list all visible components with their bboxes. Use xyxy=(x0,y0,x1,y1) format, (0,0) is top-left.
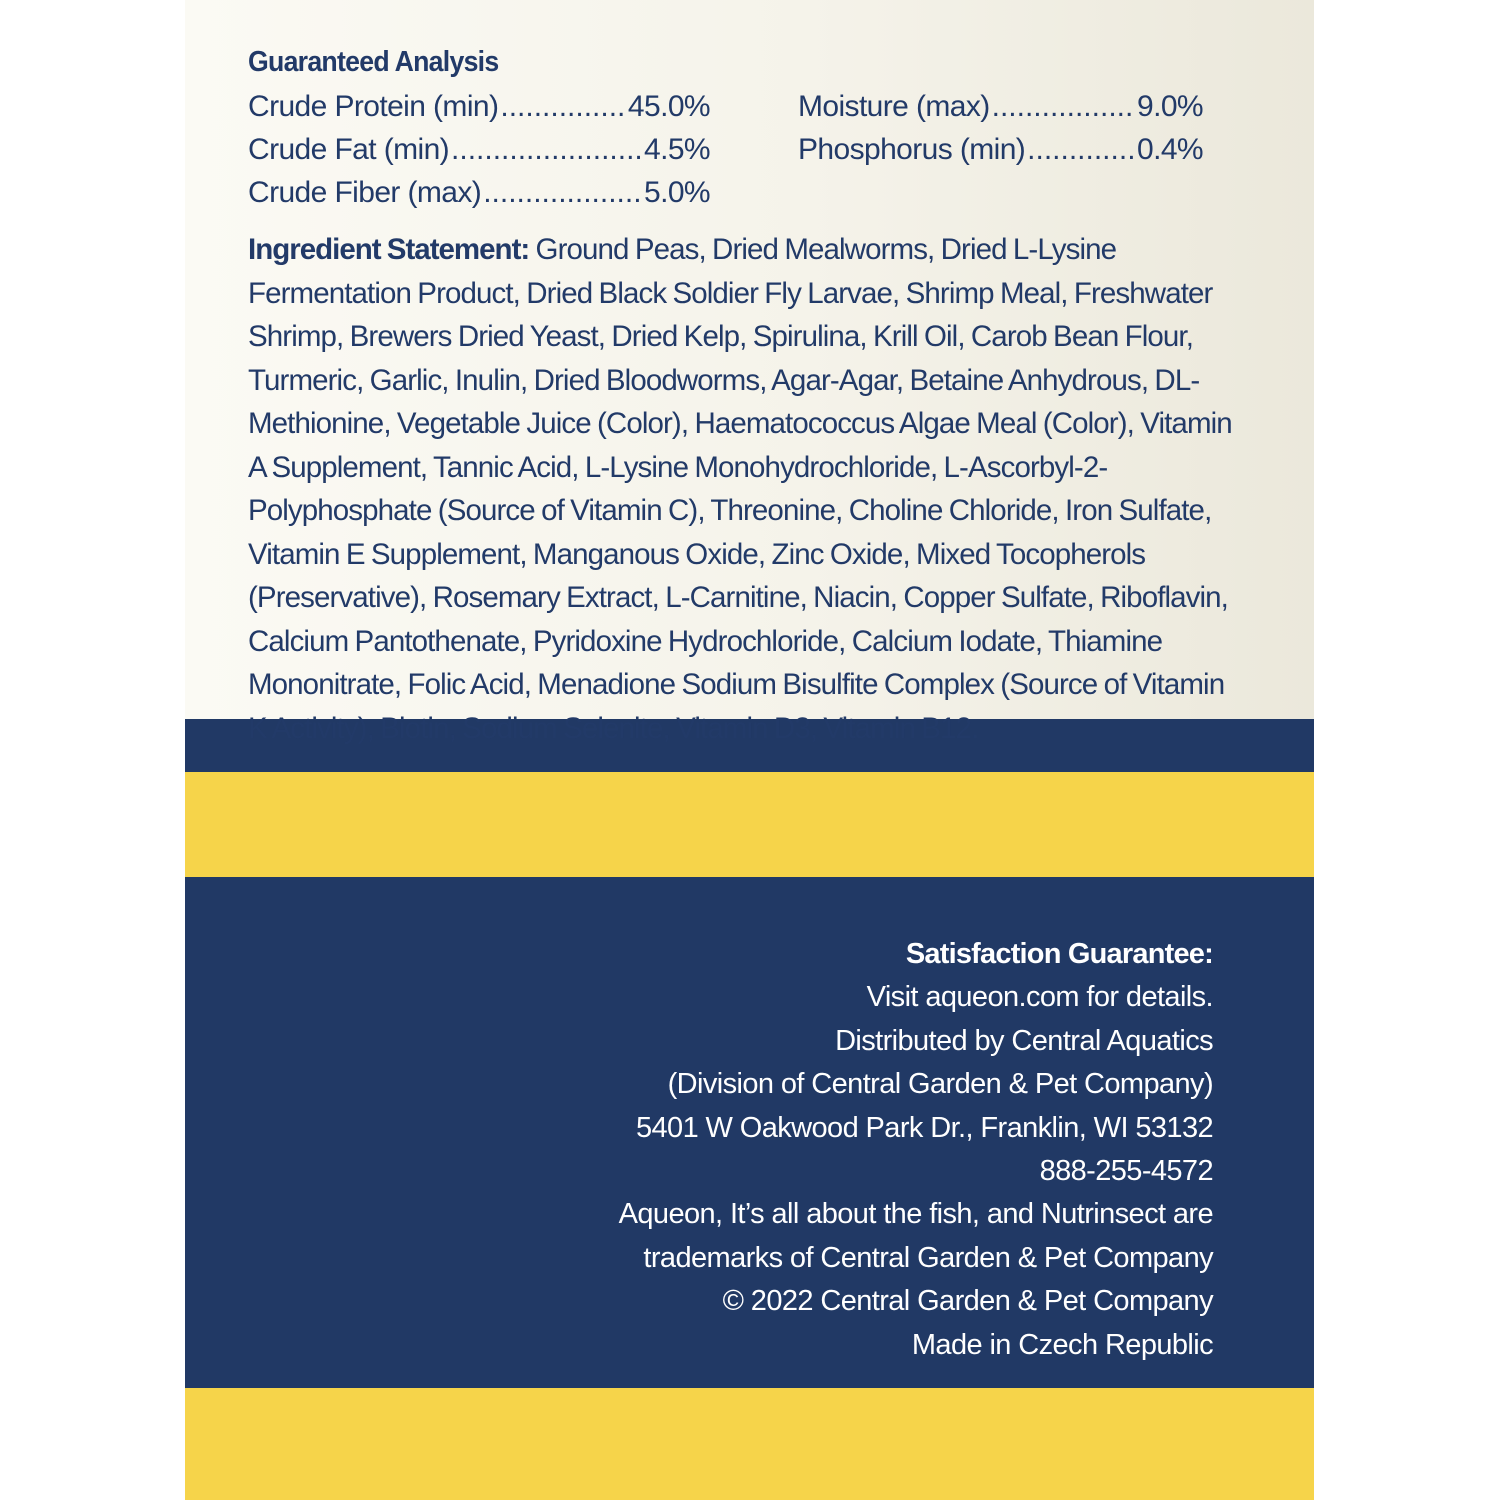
satisfaction-guarantee-title: Satisfaction Guarantee: xyxy=(905,938,1213,970)
analysis-row-moisture xyxy=(798,90,1203,124)
footer-line-division: (Division of Central Garden & Pet Company) xyxy=(667,1068,1213,1101)
analysis-row-crude-fiber xyxy=(248,176,710,210)
footer-line-website: Visit aqueon.com for details. xyxy=(866,981,1213,1014)
dot-leader xyxy=(992,90,1135,124)
analysis-row-phosphorus xyxy=(798,133,1203,167)
analysis-label: Crude Fat (min) xyxy=(248,133,450,166)
analysis-row-crude-protein xyxy=(248,90,710,124)
analysis-label: Moisture (max) xyxy=(798,90,990,123)
dot-leader xyxy=(483,176,642,210)
dot-leader xyxy=(500,90,626,124)
analysis-label: Crude Protein (min) xyxy=(248,90,499,123)
analysis-label: Crude Fiber (max) xyxy=(248,176,482,209)
analysis-value: 45.0% xyxy=(627,90,710,123)
analysis-value: 9.0% xyxy=(1137,90,1203,123)
footer-line-phone: 888-255-4572 xyxy=(1039,1155,1213,1188)
guaranteed-analysis-title: Guaranteed Analysis xyxy=(248,46,499,78)
analysis-value: 5.0% xyxy=(644,176,710,209)
footer-line-address: 5401 W Oakwood Park Dr., Franklin, WI 53132 xyxy=(635,1111,1213,1144)
analysis-value: 4.5% xyxy=(644,133,710,166)
dot-leader xyxy=(451,133,642,167)
product-label-panel xyxy=(185,0,1314,1500)
ingredient-heading: Ingredient Statement: xyxy=(248,233,530,266)
footer-line-trademark-1: Aqueon, It’s all about the fish, and Nutrinsect are xyxy=(618,1198,1213,1231)
ingredient-statement xyxy=(248,228,1248,750)
distributor-info xyxy=(619,933,1213,1367)
analysis-value: 0.4% xyxy=(1137,133,1203,166)
dot-leader xyxy=(1027,133,1135,167)
ingredient-list: Ground Peas, Dried Mealworms, Dried L-Lysine Fermentation Product, Dried Black Soldier Fly Larvae, Shrimp Meal, Freshwater Shrimp, Brewers Dried Yeast, Dried Kelp, Spirulina, Krill Oil, Carob Bean Flour, Turmeric, Garlic, Inulin, Dried Bloodworms, Agar-Agar, Betaine Anhydrous, DL-Methionine, Vegetable Juice (Color), Haematococcus Algae Meal (Color), Vitamin A Supplement, Tannic Acid, L-Lysine Monohydrochloride, L-Ascorbyl-2-Polyphosphate (Source of Vitamin C), Threonine, Choline Chloride, Iron Sulfate, Vitamin E Supplement, Manganous Oxide, Zinc Oxide, Mixed Tocopherols (Preservative), Rosemary Extract, L-Carnitine, Niacin, Copper Sulfate, Riboflavin, Calcium Pantothenate, Pyridoxine Hydrochloride, Calcium Iodate, Thiamine Mononitrate, Folic Acid, Menadione Sodium Bisulfite Complex (Source of Vitamin K Activity), Biotin, Sodium Selenite, Vitamin D3, Vitamin B12. xyxy=(248,233,1232,745)
footer-line-copyright: © 2022 Central Garden & Pet Company xyxy=(722,1285,1213,1318)
footer-line-trademark-2: trademarks of Central Garden & Pet Company xyxy=(643,1241,1213,1274)
footer-line-origin: Made in Czech Republic xyxy=(911,1328,1213,1361)
yellow-stripe-top xyxy=(185,772,1314,877)
footer-line-distributor: Distributed by Central Aquatics xyxy=(835,1024,1213,1057)
analysis-row-crude-fat xyxy=(248,133,710,167)
yellow-stripe-bottom xyxy=(185,1388,1314,1500)
analysis-label: Phosphorus (min) xyxy=(798,133,1026,166)
